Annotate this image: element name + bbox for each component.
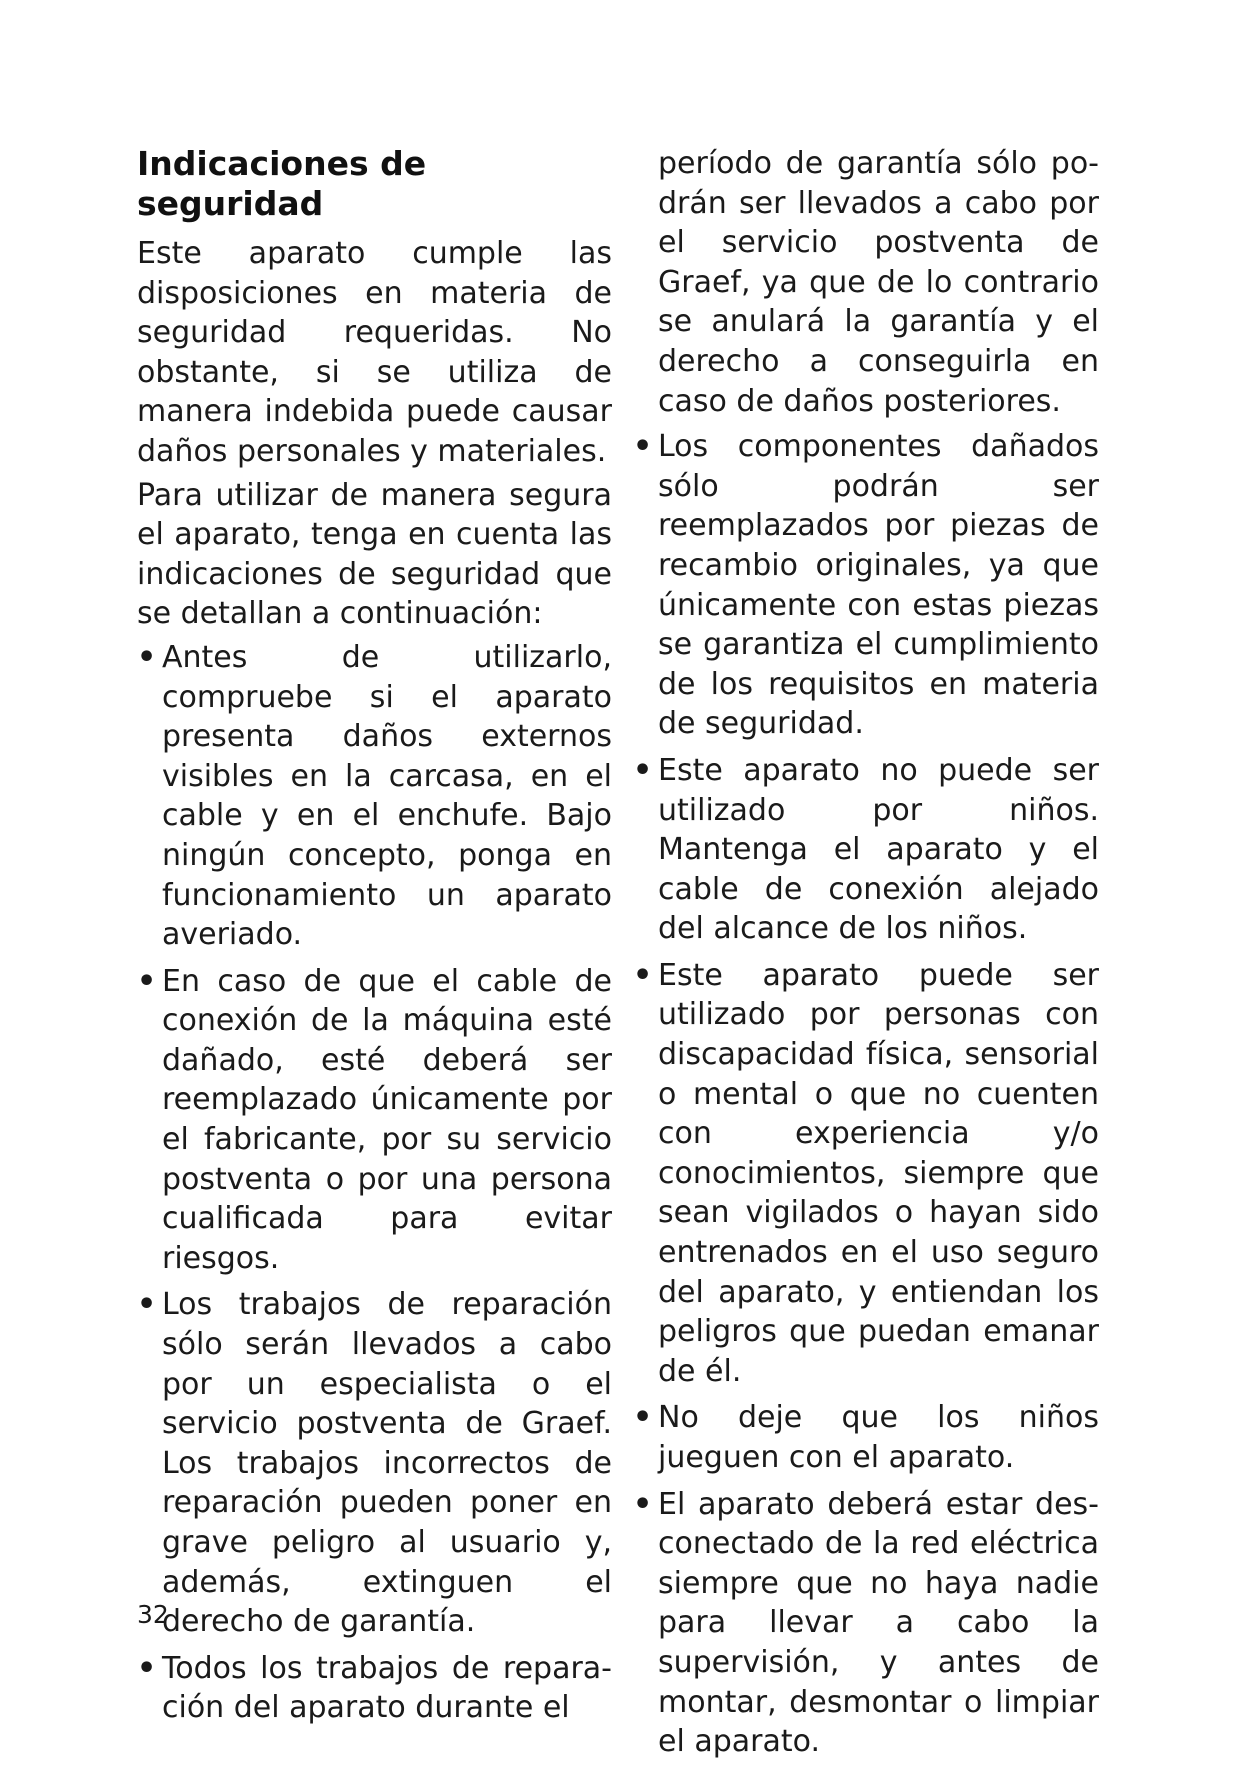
safety-item: • Los trabajos de reparación sólo serán llevados a cabo por un especialista o el servicio postventa de Graef. Los trabajos incorrectos de reparación pueden poner en grave peligro al usuario y, además, extinguen el derecho de garantía.: [137, 1285, 612, 1641]
safety-item: • No deje que los niños jueguen con el aparato.: [633, 1398, 1099, 1477]
section-title: Indicaciones de seguridad: [137, 144, 427, 223]
safety-item: • Este aparato no puede ser utilizado por niños. Mantenga el aparato y el cable de conexión alejado del alcance de los niños.: [633, 751, 1099, 949]
safety-list-left: [137, 638, 612, 1728]
safety-item: • Todos los trabajos de reparación del aparato durante el: [137, 1649, 612, 1728]
page-number: 32: [137, 1600, 169, 1629]
safety-item: • Este aparato puede ser utilizado por personas con discapacidad física, sensorial o mental o que no cuenten con experiencia y/o conocimientos, siempre que sean vigilados o hayan sido entrenados en el uso seguro del aparato, y entiendan los peligros que puedan emanar de él.: [633, 956, 1099, 1392]
intro-paragraph: Este aparato cumple las disposiciones en materia de seguridad requeridas. No obstante, si se utiliza de manera indebida puede causar daños personales y materiales.: [137, 236, 612, 469]
intro-paragraph: Para utilizar de manera segura el aparato, tenga en cuenta las indicaciones de seguridad que se detallan a continuación:: [137, 477, 612, 632]
safety-item: • Los componentes dañados sólo podrán ser reemplazados por piezas de recambio originales, ya que únicamente con estas piezas se garantiza el cumplimiento de los requisitos en materia de seguridad.: [633, 427, 1099, 744]
safety-item-continuation: período de garantía sólo podrán ser llevados a cabo por el servicio postventa de Graef, ya que de lo contrario se anulará la garantía y el derecho a conseguirla en caso de daños posteriores.: [658, 146, 1099, 419]
safety-item: • El aparato deberá estar desconectado de la red eléctrica siempre que no haya nadie para llevar a cabo la supervisión, y antes de montar, desmontar o limpiar el aparato.: [633, 1485, 1099, 1762]
left-column: [137, 144, 612, 1735]
safety-item: • En caso de que el cable de conexión de la máquina esté dañado, esté deberá ser reemplazado únicamente por el fabricante, por su servicio postventa o por una persona cualificada para evitar riesgos.: [137, 962, 612, 1279]
safety-list-right: [633, 427, 1099, 1762]
right-column: [633, 144, 1099, 1769]
safety-item: • Antes de utilizarlo, compruebe si el aparato presenta daños externos visibles en la carcasa, en el cable y en el enchufe. Bajo ningún concepto, ponga en funcionamiento un aparato averiado.: [137, 638, 612, 955]
